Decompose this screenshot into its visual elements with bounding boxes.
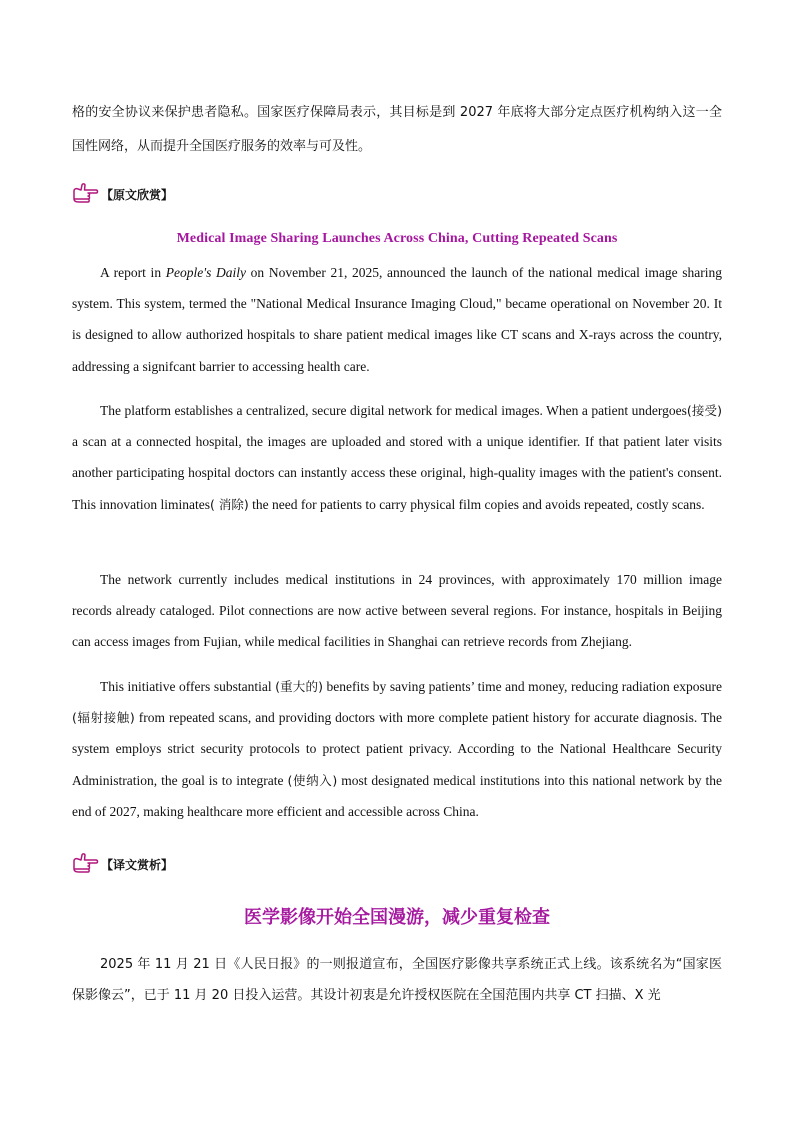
article-title-en: Medical Image Sharing Launches Across China, Cutting Repeated Scans	[176, 231, 618, 246]
pointing-hand-icon	[72, 850, 100, 874]
article-paragraph-4	[72, 671, 722, 827]
paragraph-text: the need for patients to carry physical film copies and avoids repeated, costly scans.	[248, 496, 705, 512]
vocab-gloss: ( 消除)	[210, 496, 249, 512]
vocab-gloss: (使纳入)	[287, 772, 338, 788]
paragraph-text: benefits by saving patients’ time and money, reducing radiation exposure	[323, 679, 722, 694]
article-paragraph-1	[72, 257, 722, 382]
pointing-hand-icon	[72, 180, 100, 204]
vocab-gloss: (重大的)	[275, 679, 323, 694]
paragraph-text: from repeated scans, and providing doctors with more complete patient history for accurate diagnosis. The system employs strict security protocols to protect patient privacy. According to the National Healthcare Security Administration, the goal is to integrate	[72, 710, 722, 788]
intro-paragraph-cn: 格的安全协议来保护患者隐私。国家医疗保障局表示，其目标是到 2027 年底将大部分定点医疗机构纳入这一全国性网络，从而提升全国医疗服务的效率与可及性。	[72, 105, 722, 154]
paragraph-text: The platform establishes a centralized, secure digital network for medical images. When a patient undergoes	[100, 403, 687, 418]
newspaper-name: People's Daily	[165, 265, 247, 280]
section-label-original: 【原文欣赏】	[101, 188, 174, 202]
section-header-original	[72, 178, 173, 204]
article-paragraph-2	[72, 395, 722, 520]
article-paragraph-3: The network currently includes medical institutions in 24 provinces, with approximately 170 million image records already cataloged. Pilot connections are now active between several regions. For instance, hospitals in Beijing can access images from Fujian, while medical facilities in Shanghai can retrieve records from Zhejiang.	[72, 572, 722, 650]
section-label-translation: 【译文赏析】	[101, 858, 174, 872]
vocab-gloss: (辐射接触)	[72, 710, 135, 726]
paragraph-text: most designated medical institutions into this national network by the end of 2027, making healthcare more efficient and accessible across China.	[72, 772, 722, 819]
paragraph-text: A report in	[100, 265, 166, 280]
paragraph-text: on November 21, 2025, announced the launch of the national medical image sharing system. This system, termed the "National Medical Insurance Imaging Cloud," became operational on November 20. It is designed to allow authorized hospitals to share patient medical images like CT scans and X-rays across the country, addressing a signifcant barrier to accessing health care.	[72, 265, 722, 374]
paragraph-text: a scan at a connected hospital, the images are uploaded and stored with a unique identifier. If that patient later visits another participating hospital doctors can instantly access these original, high-quality images with the patient's consent. This innovation liminates	[72, 434, 722, 512]
article-title-cn: 医学影像开始全国漫游，减少重复检查	[244, 907, 550, 928]
section-header-translation	[72, 848, 173, 874]
translation-paragraph-1: 2025 年 11 月 21 日《人民日报》的一则报道宣布，全国医疗影像共享系统正式上线。该系统名为“国家医保影像云”，已于 11 月 20 日投入运营。其设计初衷是允许授权医院在全国范围内共享 CT 扫描、X 光	[72, 957, 722, 1003]
vocab-gloss: (接受)	[686, 403, 722, 418]
paragraph-text: This initiative offers substantial	[100, 679, 276, 694]
